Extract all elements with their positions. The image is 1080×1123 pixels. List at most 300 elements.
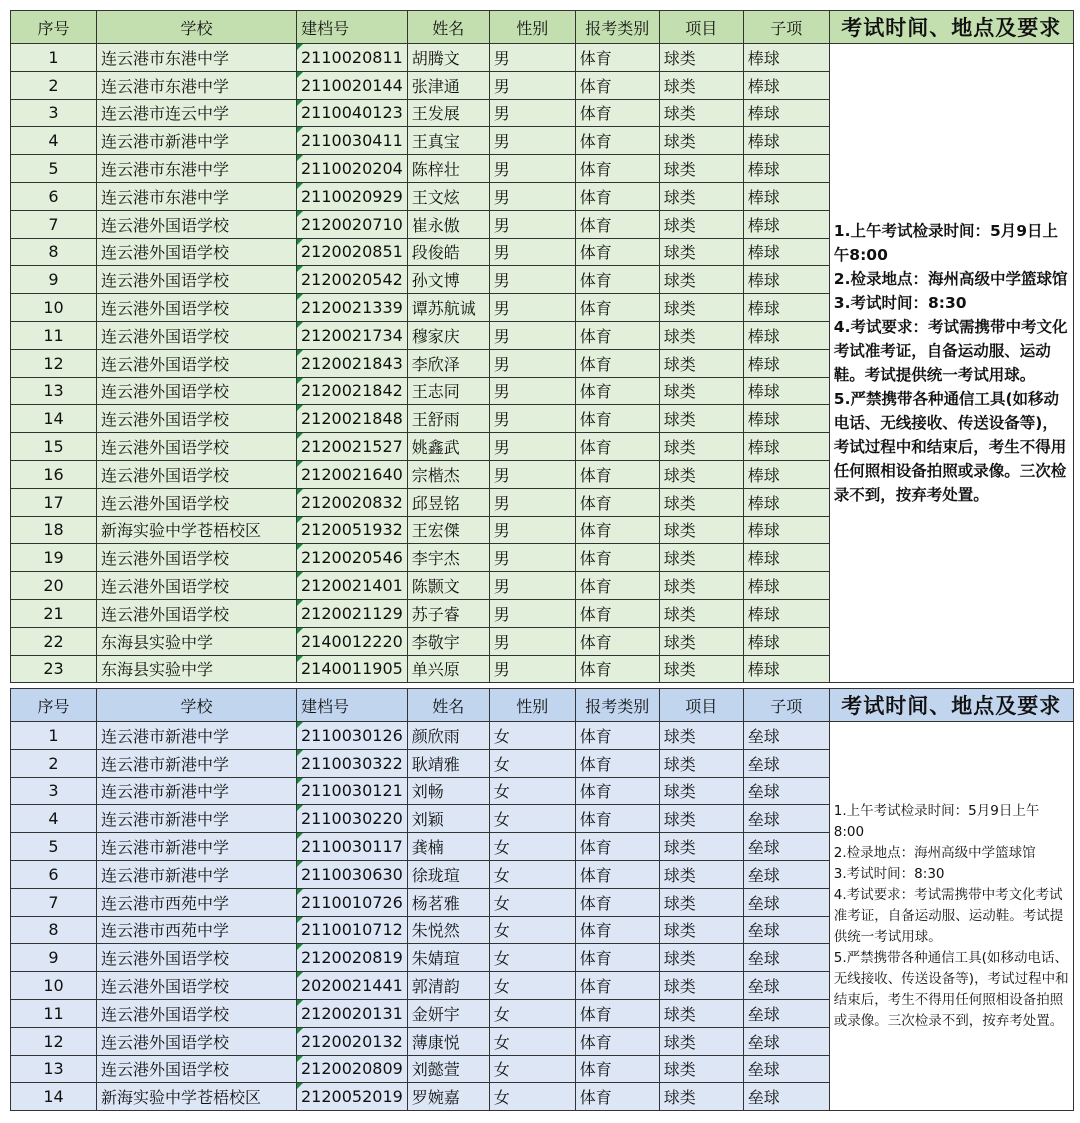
seq-cell: 5 <box>11 833 97 861</box>
item-cell: 球类 <box>659 599 743 627</box>
category-cell: 体育 <box>575 833 659 861</box>
subitem-cell: 垒球 <box>743 972 829 1000</box>
school-cell: 连云港外国语学校 <box>97 266 297 294</box>
gender-cell: 女 <box>489 888 575 916</box>
category-cell: 体育 <box>575 722 659 750</box>
school-cell: 连云港市新港中学 <box>97 127 297 155</box>
name-cell: 王宏傑 <box>407 516 489 544</box>
category-cell: 体育 <box>575 1027 659 1055</box>
gender-cell: 女 <box>489 749 575 777</box>
file-no-cell: 2120021848 <box>297 405 408 433</box>
item-cell: 球类 <box>659 405 743 433</box>
seq-cell: 19 <box>11 544 97 572</box>
seq-cell: 3 <box>11 99 97 127</box>
item-cell: 球类 <box>659 349 743 377</box>
col-header-seq: 序号 <box>11 689 97 722</box>
file-no-cell: 2110030121 <box>297 777 408 805</box>
file-no-cell: 2120021129 <box>297 599 408 627</box>
gender-cell: 男 <box>489 127 575 155</box>
file-no-cell: 2120021527 <box>297 433 408 461</box>
col-header-subitem: 子项 <box>743 11 829 44</box>
category-cell: 体育 <box>575 266 659 294</box>
category-cell: 体育 <box>575 516 659 544</box>
item-cell: 球类 <box>659 516 743 544</box>
requirement-line: 4.考试要求：考试需携带中考文化考试准考证，自备运动服、运动鞋。考试提供统一考试用球。 <box>833 318 1068 385</box>
school-cell: 连云港外国语学校 <box>97 294 297 322</box>
file-no-cell: 2110040123 <box>297 99 408 127</box>
subitem-cell: 垒球 <box>743 833 829 861</box>
school-cell: 连云港市新港中学 <box>97 749 297 777</box>
seq-cell: 21 <box>11 599 97 627</box>
gender-cell: 男 <box>489 321 575 349</box>
school-cell: 连云港外国语学校 <box>97 433 297 461</box>
subitem-cell: 垒球 <box>743 749 829 777</box>
name-cell: 龚楠 <box>407 833 489 861</box>
school-cell: 连云港市西苑中学 <box>97 916 297 944</box>
col-header-item: 项目 <box>659 689 743 722</box>
category-cell: 体育 <box>575 972 659 1000</box>
category-cell: 体育 <box>575 460 659 488</box>
file-no-cell: 2140012220 <box>297 627 408 655</box>
gender-cell: 男 <box>489 627 575 655</box>
school-cell: 连云港外国语学校 <box>97 1055 297 1083</box>
item-cell: 球类 <box>659 722 743 750</box>
school-cell: 连云港市东港中学 <box>97 71 297 99</box>
name-cell: 徐珑瑄 <box>407 860 489 888</box>
file-no-cell: 2110010726 <box>297 888 408 916</box>
file-no-cell: 2120020710 <box>297 210 408 238</box>
seq-cell: 10 <box>11 294 97 322</box>
file-no-cell: 2120021339 <box>297 294 408 322</box>
subitem-cell: 垒球 <box>743 1027 829 1055</box>
subitem-cell: 棒球 <box>743 238 829 266</box>
seq-cell: 9 <box>11 266 97 294</box>
file-no-cell: 2110030630 <box>297 860 408 888</box>
col-header-file-no: 建档号 <box>297 11 408 44</box>
requirement-line: 5.严禁携带各种通信工具(如移动电话、无线接收、传送设备等)，考试过程中和结束后，考生不得用任何照相设备拍照或录像。三次检录不到，按弃考处置。 <box>833 949 1069 1029</box>
file-no-cell: 2120020542 <box>297 266 408 294</box>
subitem-cell: 棒球 <box>743 460 829 488</box>
subitem-cell: 棒球 <box>743 349 829 377</box>
seq-cell: 10 <box>11 972 97 1000</box>
gender-cell: 男 <box>489 71 575 99</box>
name-cell: 王文炫 <box>407 182 489 210</box>
seq-cell: 14 <box>11 1083 97 1111</box>
requirements-cell <box>829 722 1073 1111</box>
category-cell: 体育 <box>575 99 659 127</box>
seq-cell: 20 <box>11 572 97 600</box>
subitem-cell: 棒球 <box>743 182 829 210</box>
seq-cell: 15 <box>11 433 97 461</box>
school-cell: 连云港外国语学校 <box>97 972 297 1000</box>
subitem-cell: 垒球 <box>743 888 829 916</box>
file-no-cell: 2120021401 <box>297 572 408 600</box>
name-cell: 刘颖 <box>407 805 489 833</box>
name-cell: 朱婧瑄 <box>407 944 489 972</box>
gender-cell: 男 <box>489 516 575 544</box>
gender-cell: 男 <box>489 238 575 266</box>
item-cell: 球类 <box>659 44 743 72</box>
category-cell: 体育 <box>575 1083 659 1111</box>
seq-cell: 2 <box>11 71 97 99</box>
requirement-line: 2.检录地点：海州高级中学篮球馆 <box>833 270 1068 289</box>
gender-cell: 男 <box>489 544 575 572</box>
name-cell: 耿靖雅 <box>407 749 489 777</box>
file-no-cell: 2110030411 <box>297 127 408 155</box>
name-cell: 罗婉嘉 <box>407 1083 489 1111</box>
subitem-cell: 棒球 <box>743 405 829 433</box>
file-no-cell: 2120020132 <box>297 1027 408 1055</box>
seq-cell: 1 <box>11 44 97 72</box>
file-no-cell: 2120020851 <box>297 238 408 266</box>
name-cell: 穆家庆 <box>407 321 489 349</box>
header-row <box>11 11 1074 44</box>
name-cell: 李宇杰 <box>407 544 489 572</box>
col-header-requirements: 考试时间、地点及要求 <box>829 689 1073 722</box>
item-cell: 球类 <box>659 888 743 916</box>
item-cell: 球类 <box>659 238 743 266</box>
name-cell: 李欣泽 <box>407 349 489 377</box>
col-header-school: 学校 <box>97 11 297 44</box>
item-cell: 球类 <box>659 1055 743 1083</box>
name-cell: 杨茗雅 <box>407 888 489 916</box>
subitem-cell: 垒球 <box>743 999 829 1027</box>
item-cell: 球类 <box>659 944 743 972</box>
school-cell: 连云港外国语学校 <box>97 460 297 488</box>
category-cell: 体育 <box>575 599 659 627</box>
gender-cell: 女 <box>489 722 575 750</box>
requirement-line: 3.考试时间：8:30 <box>833 294 967 313</box>
seq-cell: 23 <box>11 655 97 683</box>
col-header-seq: 序号 <box>11 11 97 44</box>
name-cell: 段俊皓 <box>407 238 489 266</box>
gender-cell: 男 <box>489 210 575 238</box>
seq-cell: 4 <box>11 127 97 155</box>
seq-cell: 16 <box>11 460 97 488</box>
subitem-cell: 垒球 <box>743 944 829 972</box>
item-cell: 球类 <box>659 294 743 322</box>
item-cell: 球类 <box>659 777 743 805</box>
col-header-file-no: 建档号 <box>297 689 408 722</box>
category-cell: 体育 <box>575 805 659 833</box>
gender-cell: 女 <box>489 972 575 1000</box>
gender-cell: 男 <box>489 44 575 72</box>
col-header-subitem: 子项 <box>743 689 829 722</box>
file-no-cell: 2110030126 <box>297 722 408 750</box>
gender-cell: 女 <box>489 777 575 805</box>
seq-cell: 6 <box>11 182 97 210</box>
item-cell: 球类 <box>659 1083 743 1111</box>
school-cell: 连云港市新港中学 <box>97 833 297 861</box>
school-cell: 新海实验中学苍梧校区 <box>97 1083 297 1111</box>
seq-cell: 2 <box>11 749 97 777</box>
subitem-cell: 垒球 <box>743 805 829 833</box>
file-no-cell: 2110030322 <box>297 749 408 777</box>
subitem-cell: 棒球 <box>743 294 829 322</box>
item-cell: 球类 <box>659 1027 743 1055</box>
subitem-cell: 棒球 <box>743 627 829 655</box>
name-cell: 王舒雨 <box>407 405 489 433</box>
category-cell: 体育 <box>575 916 659 944</box>
category-cell: 体育 <box>575 238 659 266</box>
item-cell: 球类 <box>659 210 743 238</box>
subitem-cell: 棒球 <box>743 127 829 155</box>
category-cell: 体育 <box>575 44 659 72</box>
file-no-cell: 2110020144 <box>297 71 408 99</box>
name-cell: 苏子睿 <box>407 599 489 627</box>
table-row <box>11 44 1074 72</box>
item-cell: 球类 <box>659 433 743 461</box>
gender-cell: 男 <box>489 405 575 433</box>
item-cell: 球类 <box>659 833 743 861</box>
gender-cell: 男 <box>489 294 575 322</box>
file-no-cell: 2120020819 <box>297 944 408 972</box>
seq-cell: 18 <box>11 516 97 544</box>
name-cell: 姚鑫武 <box>407 433 489 461</box>
name-cell: 薄康悦 <box>407 1027 489 1055</box>
seq-cell: 4 <box>11 805 97 833</box>
gender-cell: 男 <box>489 99 575 127</box>
category-cell: 体育 <box>575 349 659 377</box>
name-cell: 刘懿萱 <box>407 1055 489 1083</box>
file-no-cell: 2110010712 <box>297 916 408 944</box>
name-cell: 刘畅 <box>407 777 489 805</box>
file-no-cell: 2120021640 <box>297 460 408 488</box>
category-cell: 体育 <box>575 944 659 972</box>
subitem-cell: 棒球 <box>743 516 829 544</box>
gender-cell: 男 <box>489 433 575 461</box>
item-cell: 球类 <box>659 155 743 183</box>
seq-cell: 3 <box>11 777 97 805</box>
category-cell: 体育 <box>575 377 659 405</box>
school-cell: 连云港外国语学校 <box>97 405 297 433</box>
category-cell: 体育 <box>575 405 659 433</box>
col-header-category: 报考类别 <box>575 689 659 722</box>
category-cell: 体育 <box>575 627 659 655</box>
item-cell: 球类 <box>659 916 743 944</box>
item-cell: 球类 <box>659 972 743 1000</box>
gender-cell: 女 <box>489 999 575 1027</box>
school-cell: 东海县实验中学 <box>97 627 297 655</box>
file-no-cell: 2120021842 <box>297 377 408 405</box>
gender-cell: 男 <box>489 460 575 488</box>
name-cell: 崔永傲 <box>407 210 489 238</box>
seq-cell: 1 <box>11 722 97 750</box>
gender-cell: 女 <box>489 1083 575 1111</box>
category-cell: 体育 <box>575 860 659 888</box>
school-cell: 连云港市西苑中学 <box>97 888 297 916</box>
subitem-cell: 棒球 <box>743 599 829 627</box>
school-cell: 连云港外国语学校 <box>97 238 297 266</box>
seq-cell: 5 <box>11 155 97 183</box>
girls-softball-table <box>10 688 1074 1111</box>
category-cell: 体育 <box>575 321 659 349</box>
file-no-cell: 2020021441 <box>297 972 408 1000</box>
name-cell: 陈颢文 <box>407 572 489 600</box>
school-cell: 连云港外国语学校 <box>97 377 297 405</box>
subitem-cell: 棒球 <box>743 655 829 683</box>
col-header-name: 姓名 <box>407 689 489 722</box>
item-cell: 球类 <box>659 71 743 99</box>
category-cell: 体育 <box>575 71 659 99</box>
item-cell: 球类 <box>659 99 743 127</box>
school-cell: 连云港市东港中学 <box>97 182 297 210</box>
name-cell: 邱昱铭 <box>407 488 489 516</box>
seq-cell: 9 <box>11 944 97 972</box>
seq-cell: 12 <box>11 1027 97 1055</box>
gender-cell: 男 <box>489 182 575 210</box>
gender-cell: 女 <box>489 860 575 888</box>
seq-cell: 13 <box>11 377 97 405</box>
col-header-category: 报考类别 <box>575 11 659 44</box>
item-cell: 球类 <box>659 749 743 777</box>
category-cell: 体育 <box>575 182 659 210</box>
item-cell: 球类 <box>659 321 743 349</box>
subitem-cell: 垒球 <box>743 722 829 750</box>
subitem-cell: 垒球 <box>743 860 829 888</box>
file-no-cell: 2120021734 <box>297 321 408 349</box>
gender-cell: 男 <box>489 572 575 600</box>
gender-cell: 男 <box>489 488 575 516</box>
gender-cell: 女 <box>489 1055 575 1083</box>
col-header-gender: 性别 <box>489 11 575 44</box>
seq-cell: 7 <box>11 888 97 916</box>
name-cell: 孙文博 <box>407 266 489 294</box>
category-cell: 体育 <box>575 127 659 155</box>
subitem-cell: 垒球 <box>743 1083 829 1111</box>
school-cell: 连云港市连云中学 <box>97 99 297 127</box>
file-no-cell: 2120051932 <box>297 516 408 544</box>
subitem-cell: 垒球 <box>743 1055 829 1083</box>
category-cell: 体育 <box>575 210 659 238</box>
school-cell: 连云港外国语学校 <box>97 210 297 238</box>
gender-cell: 女 <box>489 916 575 944</box>
name-cell: 王真宝 <box>407 127 489 155</box>
col-header-gender: 性别 <box>489 689 575 722</box>
seq-cell: 22 <box>11 627 97 655</box>
gender-cell: 男 <box>489 155 575 183</box>
name-cell: 陈梓壮 <box>407 155 489 183</box>
file-no-cell: 2120021843 <box>297 349 408 377</box>
category-cell: 体育 <box>575 433 659 461</box>
subitem-cell: 棒球 <box>743 155 829 183</box>
name-cell: 张津通 <box>407 71 489 99</box>
file-no-cell: 2110020204 <box>297 155 408 183</box>
requirement-line: 5.严禁携带各种通信工具(如移动电话、无线接收、传送设备等)，考试过程中和结束后，考生不得用任何照相设备拍照或录像。三次检录不到，按弃考处置。 <box>833 390 1067 505</box>
subitem-cell: 棒球 <box>743 488 829 516</box>
gender-cell: 女 <box>489 833 575 861</box>
gender-cell: 男 <box>489 266 575 294</box>
school-cell: 连云港市东港中学 <box>97 44 297 72</box>
name-cell: 郭清韵 <box>407 972 489 1000</box>
name-cell: 王发展 <box>407 99 489 127</box>
file-no-cell: 2110020811 <box>297 44 408 72</box>
item-cell: 球类 <box>659 377 743 405</box>
name-cell: 朱悦然 <box>407 916 489 944</box>
category-cell: 体育 <box>575 749 659 777</box>
name-cell: 宗楷杰 <box>407 460 489 488</box>
category-cell: 体育 <box>575 572 659 600</box>
file-no-cell: 2120020832 <box>297 488 408 516</box>
school-cell: 连云港市新港中学 <box>97 805 297 833</box>
gender-cell: 男 <box>489 655 575 683</box>
item-cell: 球类 <box>659 655 743 683</box>
subitem-cell: 棒球 <box>743 71 829 99</box>
school-cell: 连云港外国语学校 <box>97 1027 297 1055</box>
gender-cell: 男 <box>489 599 575 627</box>
subitem-cell: 棒球 <box>743 266 829 294</box>
requirement-line: 2.检录地点：海州高级中学篮球馆 <box>833 844 1036 861</box>
gender-cell: 男 <box>489 377 575 405</box>
requirement-line: 1.上午考试检录时间：5月9日上午8:00 <box>833 222 1059 265</box>
file-no-cell: 2110030117 <box>297 833 408 861</box>
seq-cell: 14 <box>11 405 97 433</box>
category-cell: 体育 <box>575 155 659 183</box>
item-cell: 球类 <box>659 266 743 294</box>
gender-cell: 女 <box>489 944 575 972</box>
item-cell: 球类 <box>659 460 743 488</box>
seq-cell: 11 <box>11 321 97 349</box>
item-cell: 球类 <box>659 127 743 155</box>
gender-cell: 男 <box>489 349 575 377</box>
name-cell: 谭苏航诚 <box>407 294 489 322</box>
item-cell: 球类 <box>659 627 743 655</box>
subitem-cell: 垒球 <box>743 777 829 805</box>
school-cell: 连云港外国语学校 <box>97 999 297 1027</box>
seq-cell: 12 <box>11 349 97 377</box>
subitem-cell: 棒球 <box>743 321 829 349</box>
requirement-line: 4.考试要求：考试需携带中考文化考试准考证，自备运动服、运动鞋。考试提供统一考试用球。 <box>833 886 1064 945</box>
category-cell: 体育 <box>575 544 659 572</box>
header-row <box>11 689 1074 722</box>
requirements-cell <box>829 44 1073 683</box>
seq-cell: 7 <box>11 210 97 238</box>
school-cell: 连云港市东港中学 <box>97 155 297 183</box>
item-cell: 球类 <box>659 805 743 833</box>
subitem-cell: 棒球 <box>743 99 829 127</box>
file-no-cell: 2110020929 <box>297 182 408 210</box>
item-cell: 球类 <box>659 544 743 572</box>
category-cell: 体育 <box>575 999 659 1027</box>
seq-cell: 6 <box>11 860 97 888</box>
school-cell: 连云港外国语学校 <box>97 488 297 516</box>
file-no-cell: 2120020546 <box>297 544 408 572</box>
name-cell: 王志同 <box>407 377 489 405</box>
file-no-cell: 2120052019 <box>297 1083 408 1111</box>
file-no-cell: 2120020809 <box>297 1055 408 1083</box>
category-cell: 体育 <box>575 777 659 805</box>
table-row <box>11 722 1074 750</box>
gender-cell: 女 <box>489 1027 575 1055</box>
boys-baseball-table <box>10 10 1074 683</box>
seq-cell: 8 <box>11 238 97 266</box>
col-header-name: 姓名 <box>407 11 489 44</box>
category-cell: 体育 <box>575 488 659 516</box>
file-no-cell: 2140011905 <box>297 655 408 683</box>
category-cell: 体育 <box>575 655 659 683</box>
subitem-cell: 棒球 <box>743 377 829 405</box>
col-header-item: 项目 <box>659 11 743 44</box>
subitem-cell: 垒球 <box>743 916 829 944</box>
name-cell: 李敬宇 <box>407 627 489 655</box>
category-cell: 体育 <box>575 294 659 322</box>
requirement-line: 3.考试时间：8:30 <box>833 865 945 882</box>
school-cell: 新海实验中学苍梧校区 <box>97 516 297 544</box>
file-no-cell: 2120020131 <box>297 999 408 1027</box>
subitem-cell: 棒球 <box>743 44 829 72</box>
school-cell: 连云港外国语学校 <box>97 349 297 377</box>
subitem-cell: 棒球 <box>743 544 829 572</box>
